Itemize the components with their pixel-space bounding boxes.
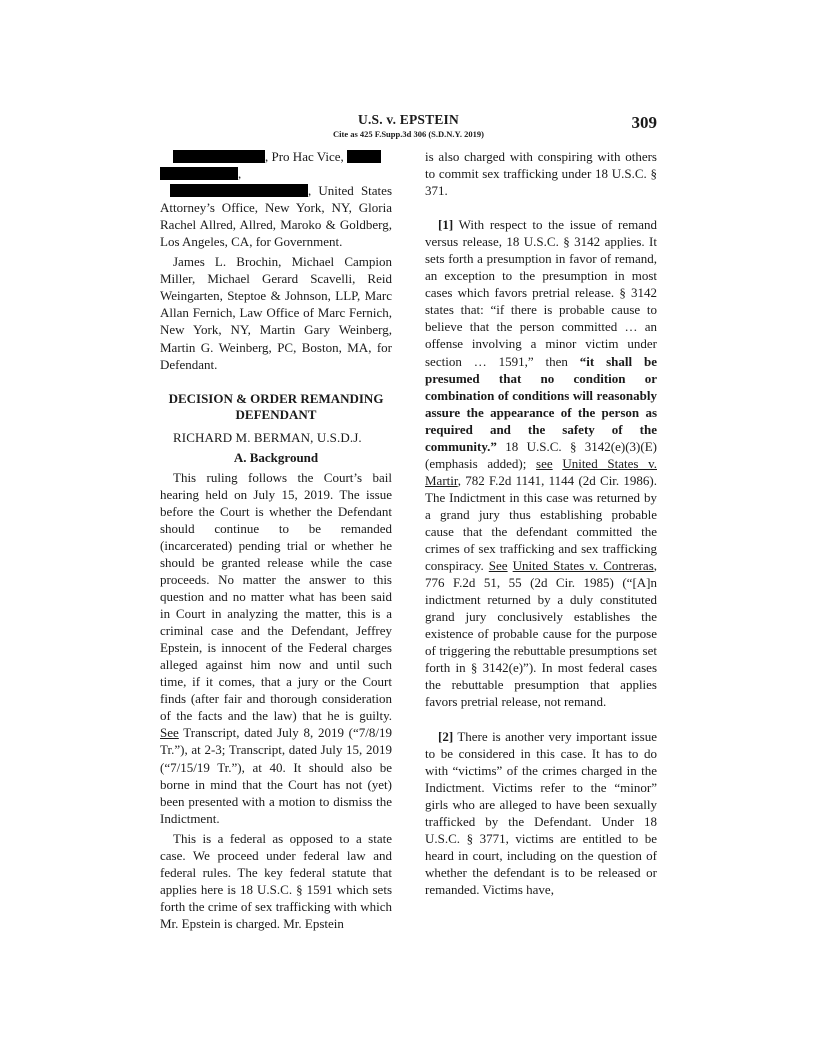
p1-text-d: , 776 F.2d 51, 55 (2d Cir. 1985) (“[A]n indictment returned by a duly constituted grand jury conclusively establishes the existence of probable cause for the purpose of triggering the rebuttable presumptions set forth in § 3142(e)”). In most federal cases the rebuttable presumption that applies favors pretrial release, not remand.: [425, 558, 658, 710]
case-title: U.S. v. EPSTEIN: [358, 112, 459, 127]
signal-see-2: See: [488, 558, 508, 574]
p1-text-b: 18 U.S.C. § 3142(e)(3)(E) (emphasis added);: [425, 438, 657, 471]
signal-see: See: [160, 725, 179, 741]
case-name-contreras: United States v. Contreras: [512, 558, 654, 574]
page-number: 309: [631, 113, 657, 132]
background-paragraph-2: This is a federal as opposed to a state case. We proceed under federal law and federal rules. The key federal statute that applies here is 18 U.S.C. § 1591 which sets forth the crime of sex trafficking with which Mr. Epstein is charged. Mr. Epstein: [160, 830, 392, 931]
headnote-2-paragraph: [425, 728, 657, 898]
judge-name: RICHARD M. BERMAN, U.S.D.J.: [173, 429, 362, 445]
decision-title: [160, 391, 392, 423]
para1-text-b: Transcript, dated July 8, 2019 (“7/8/19 Tr.”), at 2-3; Transcript, dated July 15, 2019 (“7/15/19 Tr.”), at 40. It should also be borne in mind that the Court has not (yet) been presented with a motion to dismiss the Indictment.: [160, 725, 392, 826]
statute-quote-emphasis: “it shall be presumed that no condition or combination of conditions will reasonably assure the appearance of the person as required and the safety of the community.”: [425, 353, 657, 454]
headnote-marker-2: [2]: [438, 728, 454, 744]
counsel-gov-comma: ,: [238, 166, 242, 182]
redaction-block: [160, 167, 238, 180]
headnote-marker-1: [1]: [438, 217, 454, 233]
continued-paragraph: is also charged with conspiring with others to commit sex trafficking under 18 U.S.C. § 371.: [425, 149, 657, 199]
counsel-gov-text-2: United States Attorney’s Office, New York, NY, Gloria Rachel Allred, Allred, Maroko & Goldberg, Los Angeles, CA, for Government.: [160, 183, 392, 250]
redaction-block: [170, 184, 308, 197]
redaction-block: [347, 150, 381, 163]
left-column: [160, 148, 392, 932]
right-column: [425, 148, 657, 898]
counsel-gov-text-1: , Pro Hac Vice,: [265, 149, 344, 164]
case-name-martir: United States v. Martir: [425, 455, 657, 488]
headnote-1-paragraph: [425, 216, 657, 710]
section-heading-background: A. Background: [233, 449, 319, 465]
para1-text-a: This ruling follows the Court’s bail hearing held on July 15, 2019. The issue before the Court is whether the Defendant should continue to be remanded (incarcerated) pending trial or whether he should be granted release while the case proceeds. No matter the answer to this question and no matter what has been said in Court in analyzing the matter, this is a criminal case and the Defendant, Jeffrey Epstein, is innocent of the Federal charges alleged against him now and until such time, if it comes, that a jury or the Court finds (after fair and thorough consideration of the facts and the law) that he is guilty.: [160, 469, 392, 724]
p1-text-c: , 782 F.2d 1141, 1144 (2d Cir. 1986). The Indictment in this case was returned by a grand jury thus establishing probable cause that the defendant committed the crimes of sex trafficking and sex trafficking conspiracy.: [425, 472, 657, 574]
p2-text: There is another very important issue to be considered in this case. It has to do with “victims” of the crimes charged in the Indictment. Victims refer to the “minor” girls who are alleged to have been sexually trafficked by the Defendant. Under 18 U.S.C. § 3771, victims are entitled to be heard in court, including on the question of whether the defendant is to be released or remanded. Victims have,: [425, 728, 657, 897]
counsel-gov-end: ,: [308, 183, 312, 199]
p1-text-a: With respect to the issue of remand versus release, 18 U.S.C. § 3142 applies. It sets forth a presumption in favor of remand, an exception to the presumption in most cases which favors pretrial release. § 3142 states that: “if there is probable cause to believe that the person committed … an offense involving a minor victim under section … 1591,” then: [425, 217, 657, 369]
citation-line: Cite as 425 F.Supp.3d 306 (S.D.N.Y. 2019): [333, 129, 484, 139]
decision-title-line-2: DEFENDANT: [235, 406, 317, 422]
background-paragraph-1: [160, 469, 392, 827]
counsel-defendant: James L. Brochin, Michael Campion Miller, Michael Gerard Scavelli, Reid Weingarten, Steptoe & Johnson, LLP, Marc Allan Fernich, Law Office of Marc Fernich, New York, NY, Martin Gary Weinberg, Martin G. Weinberg, PC, Boston, MA, for Defendant.: [160, 254, 392, 372]
running-header: [160, 112, 657, 142]
signal-see-1: see: [536, 455, 553, 471]
redaction-block: [173, 150, 265, 163]
decision-title-line-1: DECISION & ORDER REMANDING: [168, 390, 384, 406]
counsel-government: [160, 148, 392, 250]
